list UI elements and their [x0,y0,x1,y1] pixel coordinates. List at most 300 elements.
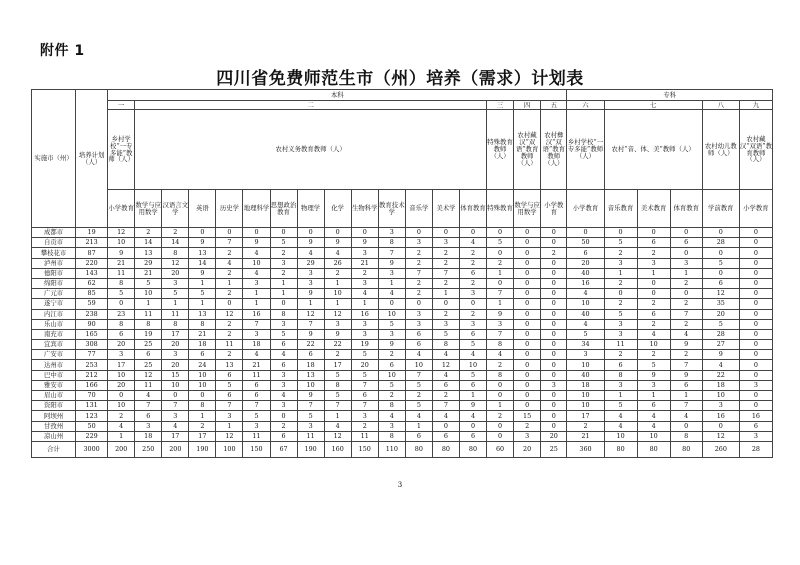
value-cell: 3 [135,421,162,431]
value-cell: 3 [378,421,405,431]
value-cell: 4 [637,329,670,339]
value-cell: 1 [297,299,324,309]
value-cell: 35 [702,299,739,309]
value-cell: 5 [189,289,216,299]
value-cell: 6 [243,391,270,401]
value-cell: 8 [108,278,135,288]
value-cell: 0 [487,391,514,401]
plan-total-cell: 77 [76,350,108,360]
value-cell: 0 [514,360,541,370]
value-cell: 8 [604,370,637,380]
value-cell: 0 [514,258,541,268]
value-cell: 7 [135,401,162,411]
value-cell: 3 [378,329,405,339]
city-name: 成都市 [32,228,76,238]
value-cell: 6 [378,360,405,370]
plan-total-cell: 62 [76,278,108,288]
value-cell: 3 [243,278,270,288]
value-cell: 2 [432,278,459,288]
value-cell: 11 [135,380,162,390]
value-cell: 1 [637,391,670,401]
subject-header: 小学教育 [567,190,604,228]
plan-total-cell: 87 [76,248,108,258]
value-cell: 20 [351,360,378,370]
value-cell: 6 [739,421,772,431]
value-cell: 6 [405,329,432,339]
value-cell: 2 [216,329,243,339]
value-cell: 20 [108,340,135,350]
value-cell: 67 [270,441,297,457]
value-cell: 0 [739,248,772,258]
subject-header: 美术学 [432,190,459,228]
value-cell: 3 [297,421,324,431]
value-cell: 5 [702,319,739,329]
value-cell: 0 [541,340,567,350]
value-cell: 2 [670,319,702,329]
city-name: 资阳市 [32,401,76,411]
category-number: 八 [702,101,739,110]
value-cell: 0 [702,268,739,278]
value-cell: 2 [487,411,514,421]
value-cell: 1 [670,268,702,278]
value-cell: 12 [108,228,135,238]
value-cell: 9 [297,329,324,339]
value-cell: 5 [604,309,637,319]
value-cell: 2 [216,248,243,258]
value-cell: 12 [702,289,739,299]
value-cell: 250 [135,441,162,457]
value-cell: 4 [487,350,514,360]
value-cell: 2 [405,391,432,401]
value-cell: 4 [324,248,351,258]
value-cell: 5 [324,391,351,401]
value-cell: 10 [135,289,162,299]
value-cell: 6 [270,340,297,350]
table-row [32,319,773,329]
value-cell: 4 [670,329,702,339]
value-cell: 1 [432,289,459,299]
value-cell: 5 [351,350,378,360]
category-label: 农村义务教育教师（人） [135,110,487,190]
value-cell: 24 [189,360,216,370]
value-cell: 2 [324,268,351,278]
value-cell: 10 [378,370,405,380]
value-cell: 8 [189,319,216,329]
value-cell: 9 [189,238,216,248]
value-cell: 29 [297,258,324,268]
value-cell: 0 [432,299,459,309]
value-cell: 0 [702,228,739,238]
value-cell: 3 [216,411,243,421]
value-cell: 0 [514,238,541,248]
table-row [32,248,773,258]
value-cell: 3 [604,319,637,329]
value-cell: 3 [108,350,135,360]
value-cell: 20 [702,309,739,319]
value-cell: 0 [541,391,567,401]
value-cell: 12 [216,309,243,319]
subject-header: 小学教育 [739,190,772,228]
value-cell: 2 [189,421,216,431]
value-cell: 1 [487,299,514,309]
city-name: 自贡市 [32,238,76,248]
value-cell: 12 [702,431,739,441]
value-cell: 0 [514,380,541,390]
value-cell: 1 [189,411,216,421]
value-cell: 16 [567,278,604,288]
value-cell: 11 [243,370,270,380]
value-cell: 12 [162,258,189,268]
value-cell: 2 [514,421,541,431]
value-cell: 15 [514,411,541,421]
value-cell: 8 [432,340,459,350]
value-cell: 3 [637,380,670,390]
value-cell: 3 [270,401,297,411]
value-cell: 2 [270,421,297,431]
plan-column-header: 培养计划（人） [76,90,108,228]
value-cell: 4 [351,289,378,299]
value-cell: 0 [514,299,541,309]
value-cell: 1 [604,391,637,401]
value-cell: 0 [567,228,604,238]
value-cell: 4 [670,411,702,421]
value-cell: 1 [216,421,243,431]
city-name: 眉山市 [32,391,76,401]
value-cell: 9 [351,238,378,248]
value-cell: 7 [162,401,189,411]
value-cell: 0 [270,299,297,309]
value-cell: 12 [135,370,162,380]
subject-header: 音乐教育 [604,190,637,228]
value-cell: 4 [243,350,270,360]
value-cell: 0 [739,370,772,380]
value-cell: 1 [378,278,405,288]
table-row [32,238,773,248]
value-cell: 110 [378,441,405,457]
value-cell: 1 [324,278,351,288]
category-number: 四 [514,101,541,110]
value-cell: 5 [162,289,189,299]
subject-header: 学前教育 [702,190,739,228]
city-name: 阿坝州 [32,411,76,421]
document-title: 四川省免费师范生市（州）培养（需求）计划表 [216,69,584,89]
value-cell: 4 [459,411,486,421]
value-cell: 6 [297,350,324,360]
value-cell: 9 [487,309,514,319]
value-cell: 13 [297,370,324,380]
subject-header: 物理学 [297,190,324,228]
value-cell: 20 [541,431,567,441]
value-cell: 2 [604,350,637,360]
value-cell: 2 [270,248,297,258]
value-cell: 27 [702,340,739,350]
value-cell: 10 [604,431,637,441]
value-cell: 7 [432,268,459,278]
value-cell: 6 [432,431,459,441]
value-cell: 26 [324,258,351,268]
value-cell: 5 [487,238,514,248]
category-label: 农村彝汉“双语”教育教师（人） [541,110,567,190]
value-cell: 9 [670,370,702,380]
value-cell: 18 [567,380,604,390]
category-number: 六 [567,101,604,110]
value-cell: 3 [351,319,378,329]
value-cell: 2 [637,319,670,329]
value-cell: 6 [270,360,297,370]
value-cell: 6 [637,309,670,319]
subject-header: 小学教育 [541,190,567,228]
value-cell: 1 [135,299,162,309]
value-cell: 3 [604,380,637,390]
value-cell: 0 [514,248,541,258]
value-cell: 80 [637,441,670,457]
value-cell: 0 [216,299,243,309]
value-cell: 20 [162,268,189,278]
value-cell: 19 [351,340,378,350]
value-cell: 5 [432,329,459,339]
value-cell: 0 [541,360,567,370]
value-cell: 11 [243,431,270,441]
value-cell: 4 [378,411,405,421]
value-cell: 1 [670,391,702,401]
value-cell: 8 [324,380,351,390]
value-cell: 18 [702,380,739,390]
category-label: 农村幼儿教师（人） [702,110,739,190]
value-cell: 360 [567,441,604,457]
value-cell: 21 [108,258,135,268]
value-cell: 17 [162,329,189,339]
value-cell: 1 [270,278,297,288]
value-cell: 3 [162,278,189,288]
value-cell: 2 [216,350,243,360]
value-cell: 18 [135,431,162,441]
value-cell: 28 [702,238,739,248]
value-cell: 7 [243,401,270,411]
value-cell: 6 [432,380,459,390]
plan-total-cell: 166 [76,380,108,390]
value-cell: 0 [189,228,216,238]
value-cell: 2 [270,268,297,278]
value-cell: 0 [487,248,514,258]
value-cell: 4 [604,421,637,431]
city-name: 乐山市 [32,319,76,329]
value-cell: 6 [108,329,135,339]
value-cell: 4 [135,391,162,401]
value-cell: 4 [324,421,351,431]
value-cell: 12 [324,431,351,441]
value-cell: 200 [108,441,135,457]
value-cell: 0 [637,278,670,288]
value-cell: 3 [459,319,486,329]
value-cell: 3 [541,380,567,390]
value-cell: 1 [324,299,351,309]
value-cell: 5 [459,340,486,350]
table-row [32,350,773,360]
value-cell: 6 [135,350,162,360]
value-cell: 5 [270,329,297,339]
city-name: 内江市 [32,309,76,319]
value-cell: 0 [541,350,567,360]
value-cell: 1 [637,268,670,278]
city-name: 巴中市 [32,370,76,380]
value-cell: 2 [487,258,514,268]
value-cell: 6 [567,248,604,258]
value-cell: 21 [135,268,162,278]
value-cell: 260 [702,441,739,457]
value-cell: 25 [135,340,162,350]
table-row [32,411,773,421]
value-cell: 10 [189,380,216,390]
value-cell: 10 [637,431,670,441]
table-row [32,421,773,431]
value-cell: 3 [378,228,405,238]
value-cell: 9 [670,340,702,350]
value-cell: 5 [270,238,297,248]
value-cell: 9 [243,238,270,248]
value-cell: 10 [378,309,405,319]
table-row [32,268,773,278]
value-cell: 19 [135,329,162,339]
value-cell: 5 [135,278,162,288]
value-cell: 29 [135,258,162,268]
value-cell: 4 [567,319,604,329]
value-cell: 0 [514,228,541,238]
value-cell: 9 [189,268,216,278]
value-cell: 7 [432,401,459,411]
value-cell: 80 [670,441,702,457]
value-cell: 16 [351,309,378,319]
value-cell: 3 [567,350,604,360]
value-cell: 3 [604,258,637,268]
value-cell: 2 [637,248,670,258]
value-cell: 0 [514,329,541,339]
value-cell: 2 [670,278,702,288]
value-cell: 0 [739,268,772,278]
value-cell: 6 [459,268,486,278]
plan-total-cell: 50 [76,421,108,431]
table-row [32,329,773,339]
value-cell: 0 [739,289,772,299]
value-cell: 1 [487,401,514,411]
value-cell: 2 [637,350,670,360]
benke-group-header: 本科 [108,90,567,101]
value-cell: 3 [405,238,432,248]
value-cell: 0 [541,411,567,421]
value-cell: 2 [135,228,162,238]
value-cell: 2 [670,350,702,360]
value-cell: 12 [216,431,243,441]
value-cell: 0 [514,350,541,360]
value-cell: 4 [459,238,486,248]
value-cell: 11 [297,431,324,441]
category-number: 二 [135,101,487,110]
value-cell: 160 [324,441,351,457]
value-cell: 5 [405,401,432,411]
value-cell: 5 [604,238,637,248]
value-cell: 5 [324,370,351,380]
subject-header: 地理科学 [243,190,270,228]
value-cell: 5 [378,380,405,390]
value-cell: 0 [739,360,772,370]
value-cell: 0 [487,431,514,441]
value-cell: 1 [405,421,432,431]
plan-total-cell: 70 [76,391,108,401]
value-cell: 7 [297,401,324,411]
value-cell: 0 [514,370,541,380]
value-cell: 0 [459,299,486,309]
value-cell: 2 [459,309,486,319]
value-cell: 4 [459,350,486,360]
value-cell: 10 [637,340,670,350]
value-cell: 0 [514,309,541,319]
value-cell: 11 [135,309,162,319]
value-cell: 2 [432,248,459,258]
value-cell: 0 [541,329,567,339]
value-cell: 6 [216,391,243,401]
value-cell: 0 [637,228,670,238]
value-cell: 22 [297,340,324,350]
value-cell: 1 [324,411,351,421]
category-number: 五 [541,101,567,110]
value-cell: 4 [270,391,297,401]
value-cell: 18 [297,360,324,370]
value-cell: 0 [270,411,297,421]
value-cell: 2 [405,278,432,288]
value-cell: 0 [739,329,772,339]
value-cell: 5 [378,319,405,329]
value-cell: 11 [216,340,243,350]
table-row [32,360,773,370]
value-cell: 2 [378,391,405,401]
value-cell: 1 [351,299,378,309]
value-cell: 10 [567,299,604,309]
value-cell: 3 [162,411,189,421]
value-cell: 0 [739,350,772,360]
value-cell: 2 [637,299,670,309]
table-row [32,380,773,390]
value-cell: 1 [459,391,486,401]
value-cell: 1 [189,299,216,309]
value-cell: 0 [162,391,189,401]
value-cell: 200 [162,441,189,457]
subject-header: 汉语言文学 [162,190,189,228]
value-cell: 22 [324,340,351,350]
value-cell: 0 [739,299,772,309]
value-cell: 2 [432,391,459,401]
value-cell: 0 [739,258,772,268]
value-cell: 2 [459,278,486,288]
value-cell: 3 [324,319,351,329]
value-cell: 6 [637,238,670,248]
value-cell: 0 [487,228,514,238]
value-cell: 0 [541,238,567,248]
value-cell: 0 [541,258,567,268]
value-cell: 8 [378,401,405,411]
value-cell: 10 [162,380,189,390]
value-cell: 10 [567,391,604,401]
city-name: 遂宁市 [32,299,76,309]
value-cell: 20 [162,360,189,370]
zhuanke-group-header: 专科 [567,90,773,101]
value-cell: 6 [670,380,702,390]
value-cell: 7 [487,329,514,339]
value-cell: 0 [514,289,541,299]
value-cell: 4 [637,411,670,421]
value-cell: 1 [216,278,243,288]
value-cell: 0 [487,278,514,288]
value-cell: 3 [604,329,637,339]
category-label: 特殊教育教师（人） [487,110,514,190]
